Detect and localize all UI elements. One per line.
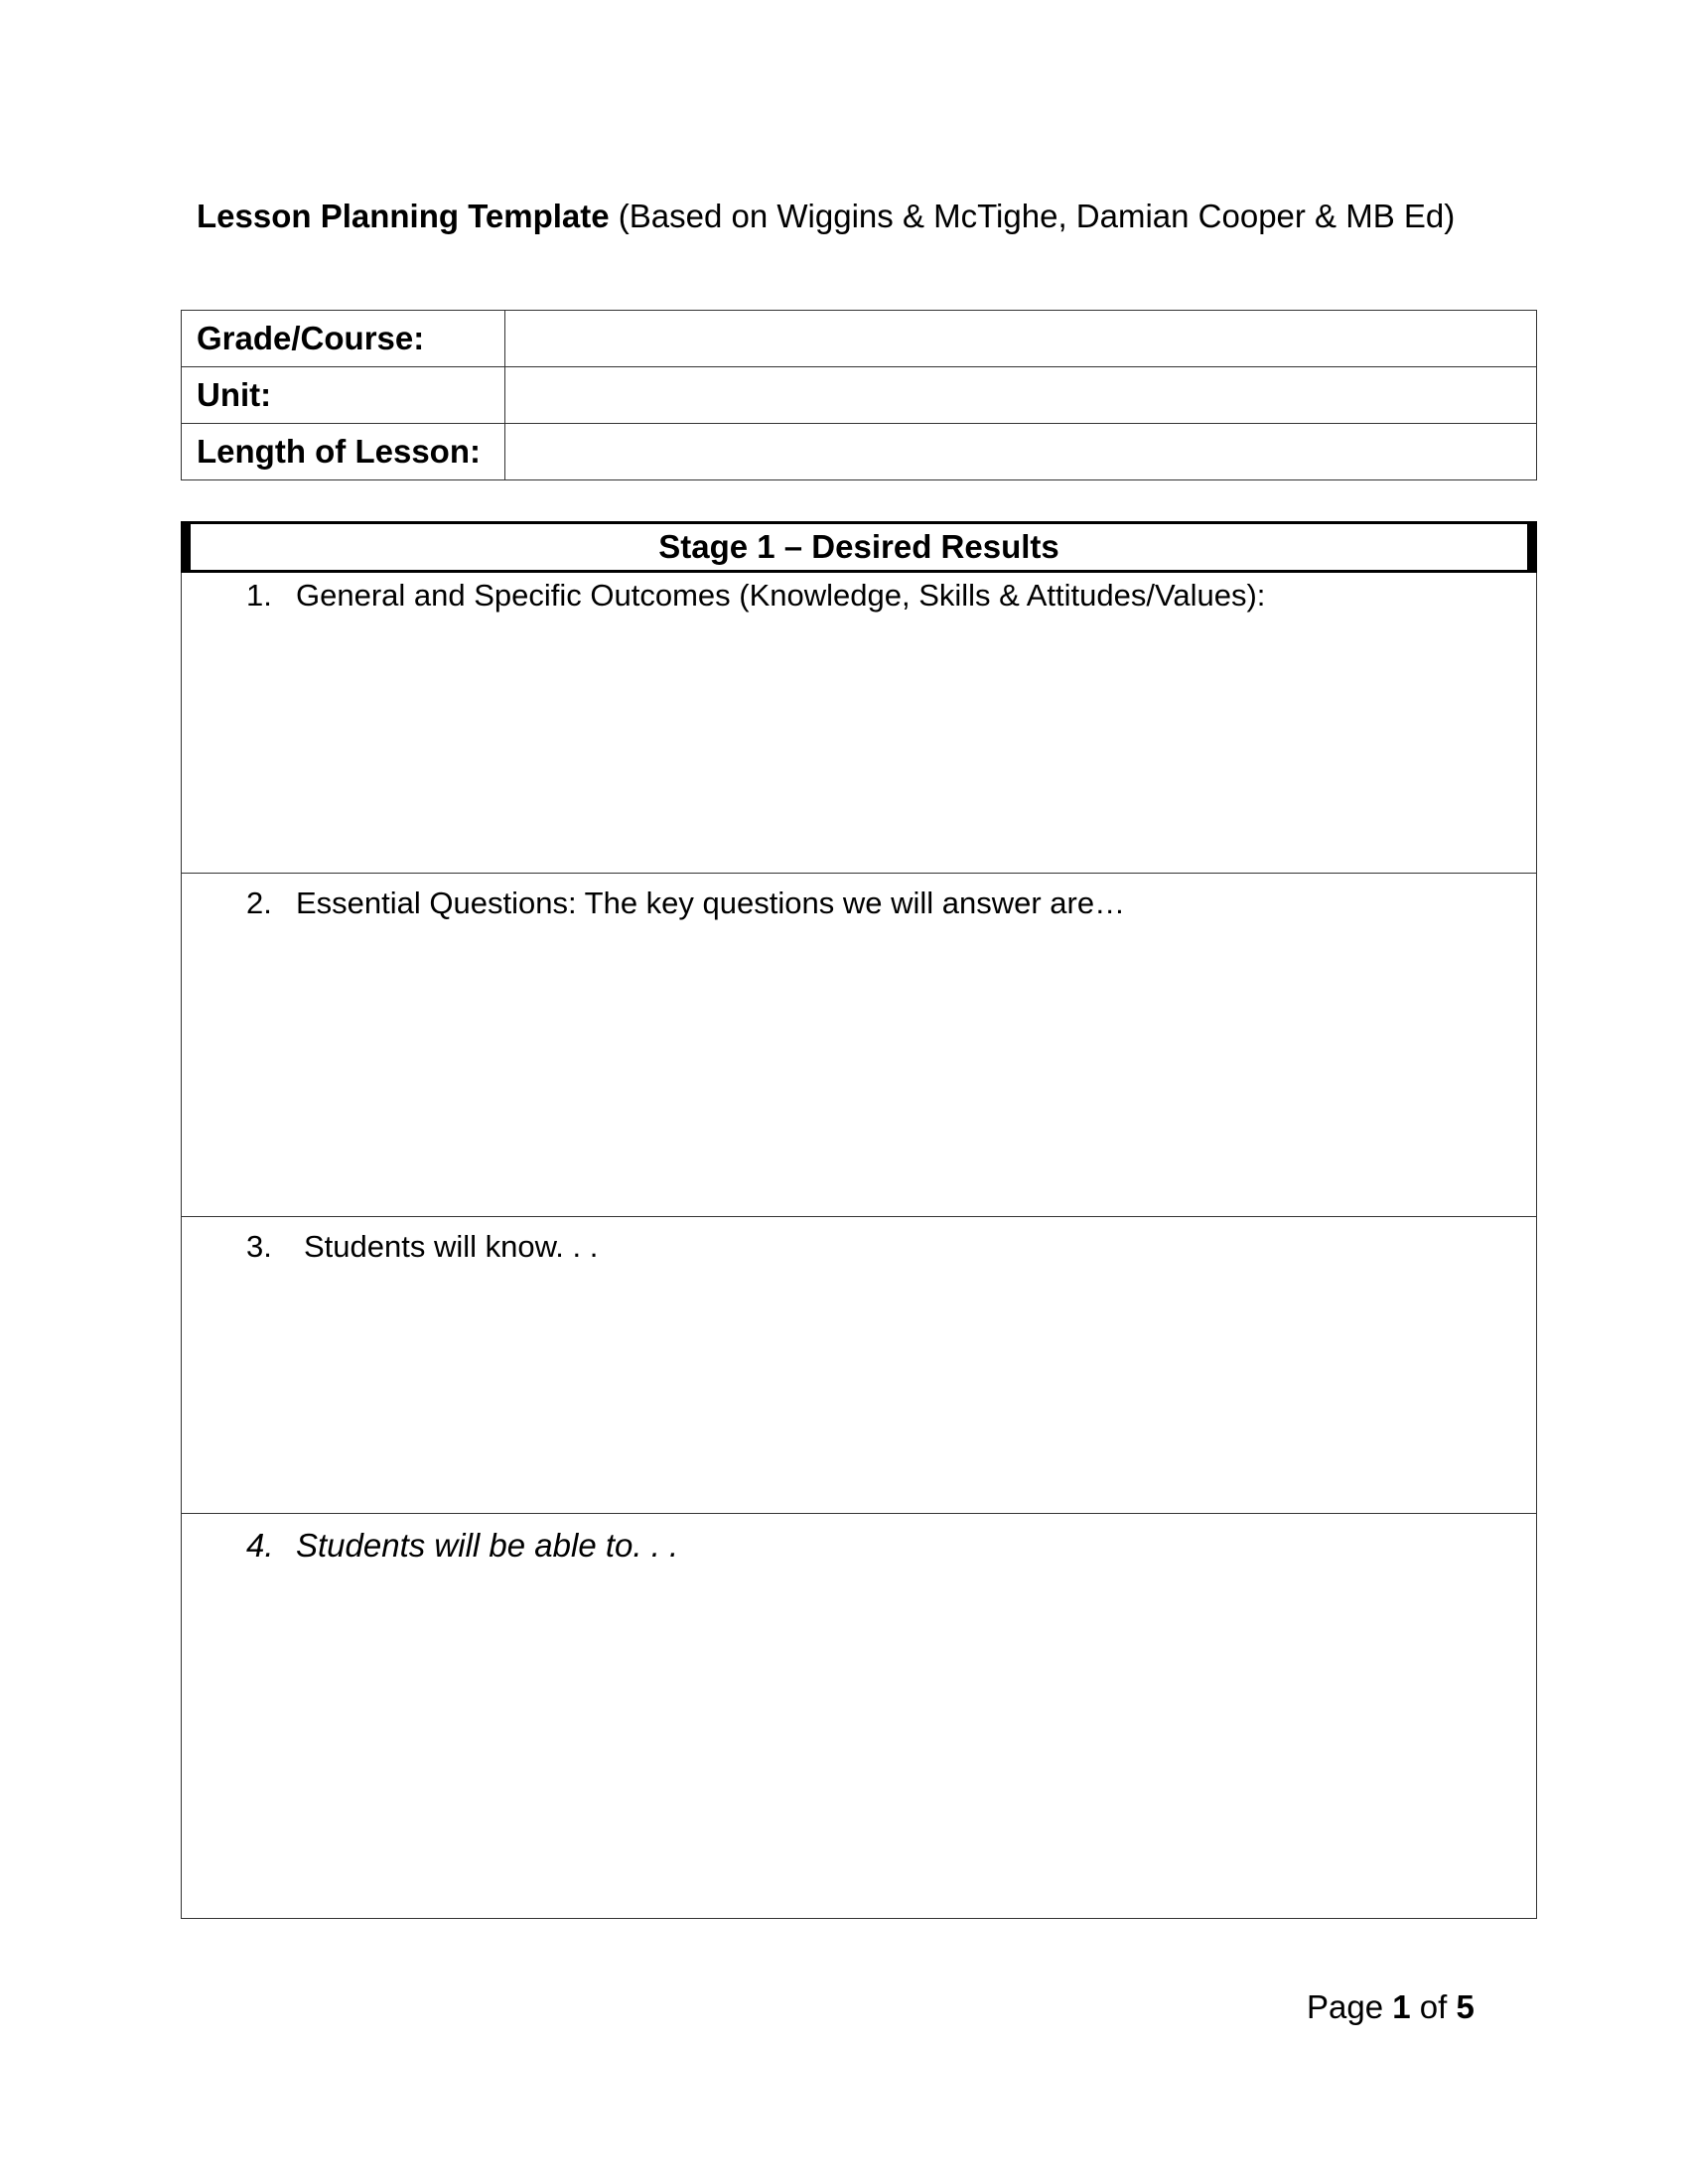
essential-questions-text: Essential Questions: The key questions we will answer are… bbox=[296, 886, 1126, 920]
page-title-subtitle: (Based on Wiggins & McTighe, Damian Cooper & MB Ed) bbox=[609, 198, 1456, 234]
unit-label: Unit: bbox=[182, 367, 505, 424]
page-word: Page bbox=[1307, 1988, 1393, 2025]
length-of-lesson-field[interactable] bbox=[505, 424, 1537, 480]
grade-course-field[interactable] bbox=[505, 311, 1537, 367]
unit-field[interactable] bbox=[505, 367, 1537, 424]
students-able-to-section[interactable] bbox=[181, 1514, 1537, 1919]
list-number: 4. bbox=[246, 1527, 274, 1564]
students-will-know-prompt bbox=[246, 1225, 598, 1269]
table-row bbox=[182, 367, 1537, 424]
total-pages: 5 bbox=[1456, 1988, 1475, 2025]
outcomes-section[interactable] bbox=[181, 573, 1537, 874]
students-able-to-text: Students will be able to. . . bbox=[296, 1527, 679, 1564]
list-number: 1. bbox=[246, 578, 272, 613]
page-title bbox=[197, 193, 1455, 240]
essential-questions-prompt bbox=[246, 882, 1125, 925]
of-word: of bbox=[1410, 1988, 1457, 2025]
stage-1-header: Stage 1 – Desired Results bbox=[181, 521, 1537, 573]
stage-1-table bbox=[181, 521, 1537, 1919]
table-row bbox=[182, 311, 1537, 367]
list-number: 2. bbox=[246, 886, 272, 920]
current-page: 1 bbox=[1392, 1988, 1411, 2025]
list-number: 3. bbox=[246, 1229, 272, 1264]
students-will-know-text: Students will know. . . bbox=[304, 1229, 599, 1264]
outcomes-text: General and Specific Outcomes (Knowledge, Skills & Attitudes/Values): bbox=[296, 578, 1266, 613]
page-number bbox=[1307, 1983, 1475, 2031]
students-able-to-prompt bbox=[246, 1524, 678, 1568]
outcomes-prompt bbox=[246, 574, 1265, 617]
page-title-bold: Lesson Planning Template bbox=[197, 198, 610, 234]
grade-course-label: Grade/Course: bbox=[182, 311, 505, 367]
essential-questions-section[interactable] bbox=[181, 874, 1537, 1217]
students-will-know-section[interactable] bbox=[181, 1217, 1537, 1514]
lesson-info-table bbox=[181, 310, 1537, 480]
table-row bbox=[182, 424, 1537, 480]
length-of-lesson-label: Length of Lesson: bbox=[182, 424, 505, 480]
